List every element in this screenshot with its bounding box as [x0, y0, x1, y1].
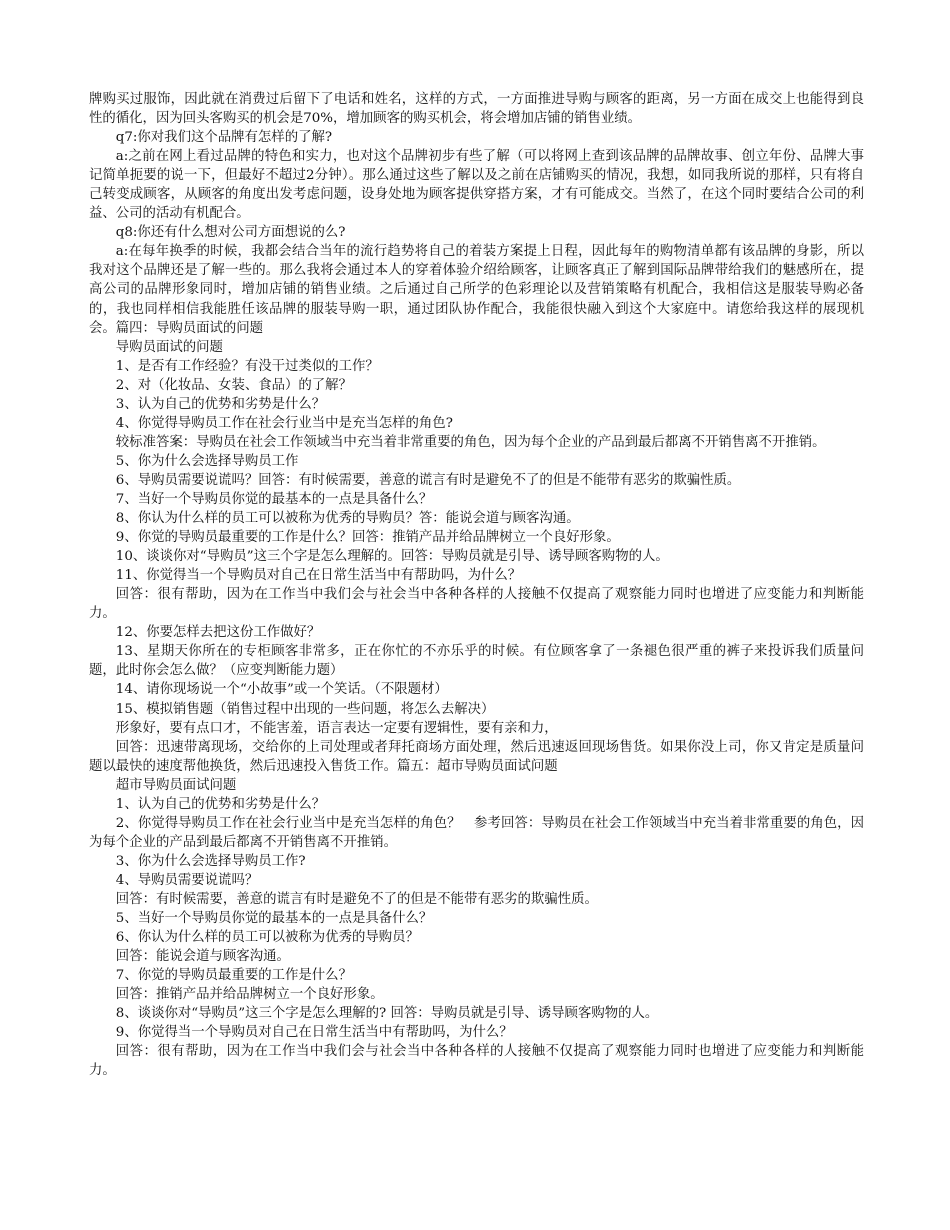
list-item: 9、你觉的导购员最重要的工作是什么？回答：推销产品并给品牌树立一个良好形象。 [115, 530, 620, 546]
list-item-answer: 回答：迅速带离现场，交给你的上司处理或者拜托商场方面处理，然后迅速返回现场售货。如果你没上司，你又肯定是质量问题以最快的速度帮他换货，然后迅速投入售货工作。篇五：超市导购员面试问题 [89, 739, 864, 774]
list-item: 3、认为自己的优势和劣势是什么？ [115, 396, 326, 412]
list-item: 1、是否有工作经验？有没干过类似的工作？ [115, 358, 379, 374]
question-q7: q7:你对我们这个品牌有怎样的了解? [115, 130, 333, 146]
list-item: 8、谈谈你对“导购员”这三个字是怎么理解的? 回答：导购员就是引导、诱导顾客购物的人。 [115, 1006, 659, 1022]
list-item: 1、认为自己的优势和劣势是什么？ [115, 796, 326, 812]
list-item: 10、谈谈你对“导购员”这三个字是怎么理解的。回答：导购员就是引导、诱导顾客购物的人。 [115, 549, 669, 565]
list-item: 3、你为什么会选择导购员工作? [115, 853, 306, 869]
answer-q7: a:之前在网上看过品牌的特色和实力，也对这个品牌初步有些了解（可以将网上查到该品牌的品牌故事、创立年份、品牌大事记简单扼要的说一下，但最好不超过2分钟）。那么通过这些了解以及之前在店铺购买的情况，我想，如同我所说的那样，只有将自己转变成顾客，从顾客的角度出发考虑问题，设身处地为顾客提供穿搭方案，才有可能成交。当然了，在这个同时要结合公司的利益、公司的活动有机配合。 [89, 149, 864, 222]
list-item-answer: 回答：能说会道与顾客沟通。 [115, 949, 290, 965]
list-item: 2、对（化妆品、女装、食品）的了解？ [115, 377, 352, 393]
question-q8: q8:你还有什么想对公司方面想说的么? [115, 225, 346, 241]
answer-q8: a:在每年换季的时候，我都会结合当年的流行趋势将自己的着装方案提上日程，因此每年的购物清单都有该品牌的身影，所以我对这个品牌还是了解一些的。那么我将会通过本人的穿着体验介绍给顾客，让顾客真正了解到国际品牌带给我们的魅感所在，提高公司的品牌形象同时，增加店铺的销售业绩。之后通过自己所学的色彩理论以及营销策略有机配合，我相信这是服装导购必备的，我也同样相信我能胜任该品牌的服装导购一职，通过团队协作配合，我能很快融入到这个大家庭中。请您给我这样的展现机会。篇四：导购员面试的问题 [89, 244, 864, 336]
list-item: 12、你要怎样去把这份工作做好？ [115, 625, 321, 641]
paragraph-intro-continued: 牌购买过服饰，因此就在消费过后留下了电话和姓名，这样的方式，一方面推进导购与顾客的距离，另一方面在成交上也能得到良性的循化，因为回头客购买的机会是70%，增加顾客的购买机会，将会增加店铺的销售业绩。 [89, 92, 864, 127]
list-item: 5、你为什么会选择导购员工作 [115, 453, 299, 469]
list-item-answer: 回答：很有帮助，因为在工作当中我们会与社会当中各种各样的人接触不仅提高了观察能力同时也增进了应变能力和判断能力。 [89, 1044, 864, 1079]
list-item: 4、你觉得导购员工作在社会行业当中是充当怎样的角色? [115, 415, 453, 431]
list-item: 9、你觉得当一个导购员对自己在日常生活当中有帮助吗，为什么？ [115, 1025, 513, 1041]
list-item: 6、导购员需要说谎吗？回答：有时候需要，善意的谎言有时是避免不了的但是不能带有恶劣的欺骗性质。 [115, 472, 741, 488]
list-item: 6、你认为什么样的员工可以被称为优秀的导购员？ [115, 930, 419, 946]
list-item: 14、请你现场说一个“小故事”或一个笑话。（不限题材） [115, 682, 448, 698]
list-item: 4、导购员需要说谎吗？ [115, 872, 259, 888]
section-title-4: 导购员面试的问题 [115, 339, 223, 355]
list-item: 7、当好一个导购员你觉的最基本的一点是具备什么？ [115, 491, 433, 507]
list-item: 5、当好一个导购员你觉的最基本的一点是具备什么？ [115, 911, 433, 927]
document-page [89, 90, 864, 1080]
list-item: 11、你觉得当一个导购员对自己在日常生活当中有帮助吗，为什么？ [115, 568, 522, 584]
list-item: 7、你觉的导购员最重要的工作是什么？ [115, 968, 352, 984]
list-item-answer: 回答：有时候需要，善意的谎言有时是避免不了的但是不能带有恶劣的欺骗性质。 [115, 891, 598, 907]
list-item: 8、你认为什么样的员工可以被称为优秀的导购员？答：能说会道与顾客沟通。 [115, 511, 580, 527]
list-item: 15、模拟销售题（销售过程中出现的一些问题，将怎么去解决） [115, 701, 495, 717]
list-item-answer: 较标准答案：导购员在社会工作领域当中充当着非常重要的角色，因为每个企业的产品到最后都离不开销售离不开推销。 [115, 434, 826, 450]
list-item-answer: 形象好，要有点口才，不能害羞，语言表达一定要有逻辑性，要有亲和力， [115, 720, 558, 736]
list-item-answer: 回答：很有帮助，因为在工作当中我们会与社会当中各种各样的人接触不仅提高了观察能力同时也增进了应变能力和判断能力。 [89, 587, 864, 622]
list-item-answer: 回答：推销产品并给品牌树立一个良好形象。 [115, 987, 384, 1003]
section-title-5: 超市导购员面试问题 [115, 777, 237, 793]
list-item: 13、星期天你所在的专柜顾客非常多，正在你忙的不亦乐乎的时候。有位顾客拿了一条褪色很严重的裤子来投诉我们质量问题，此时你会怎么做？（应变判断能力题） [89, 644, 864, 679]
list-item: 2、你觉得导购员工作在社会行业当中是充当怎样的角色？ 参考回答：导购员在社会工作领域当中充当着非常重要的角色，因为每个企业的产品到最后都离不开销售离不开推销。 [89, 815, 864, 850]
